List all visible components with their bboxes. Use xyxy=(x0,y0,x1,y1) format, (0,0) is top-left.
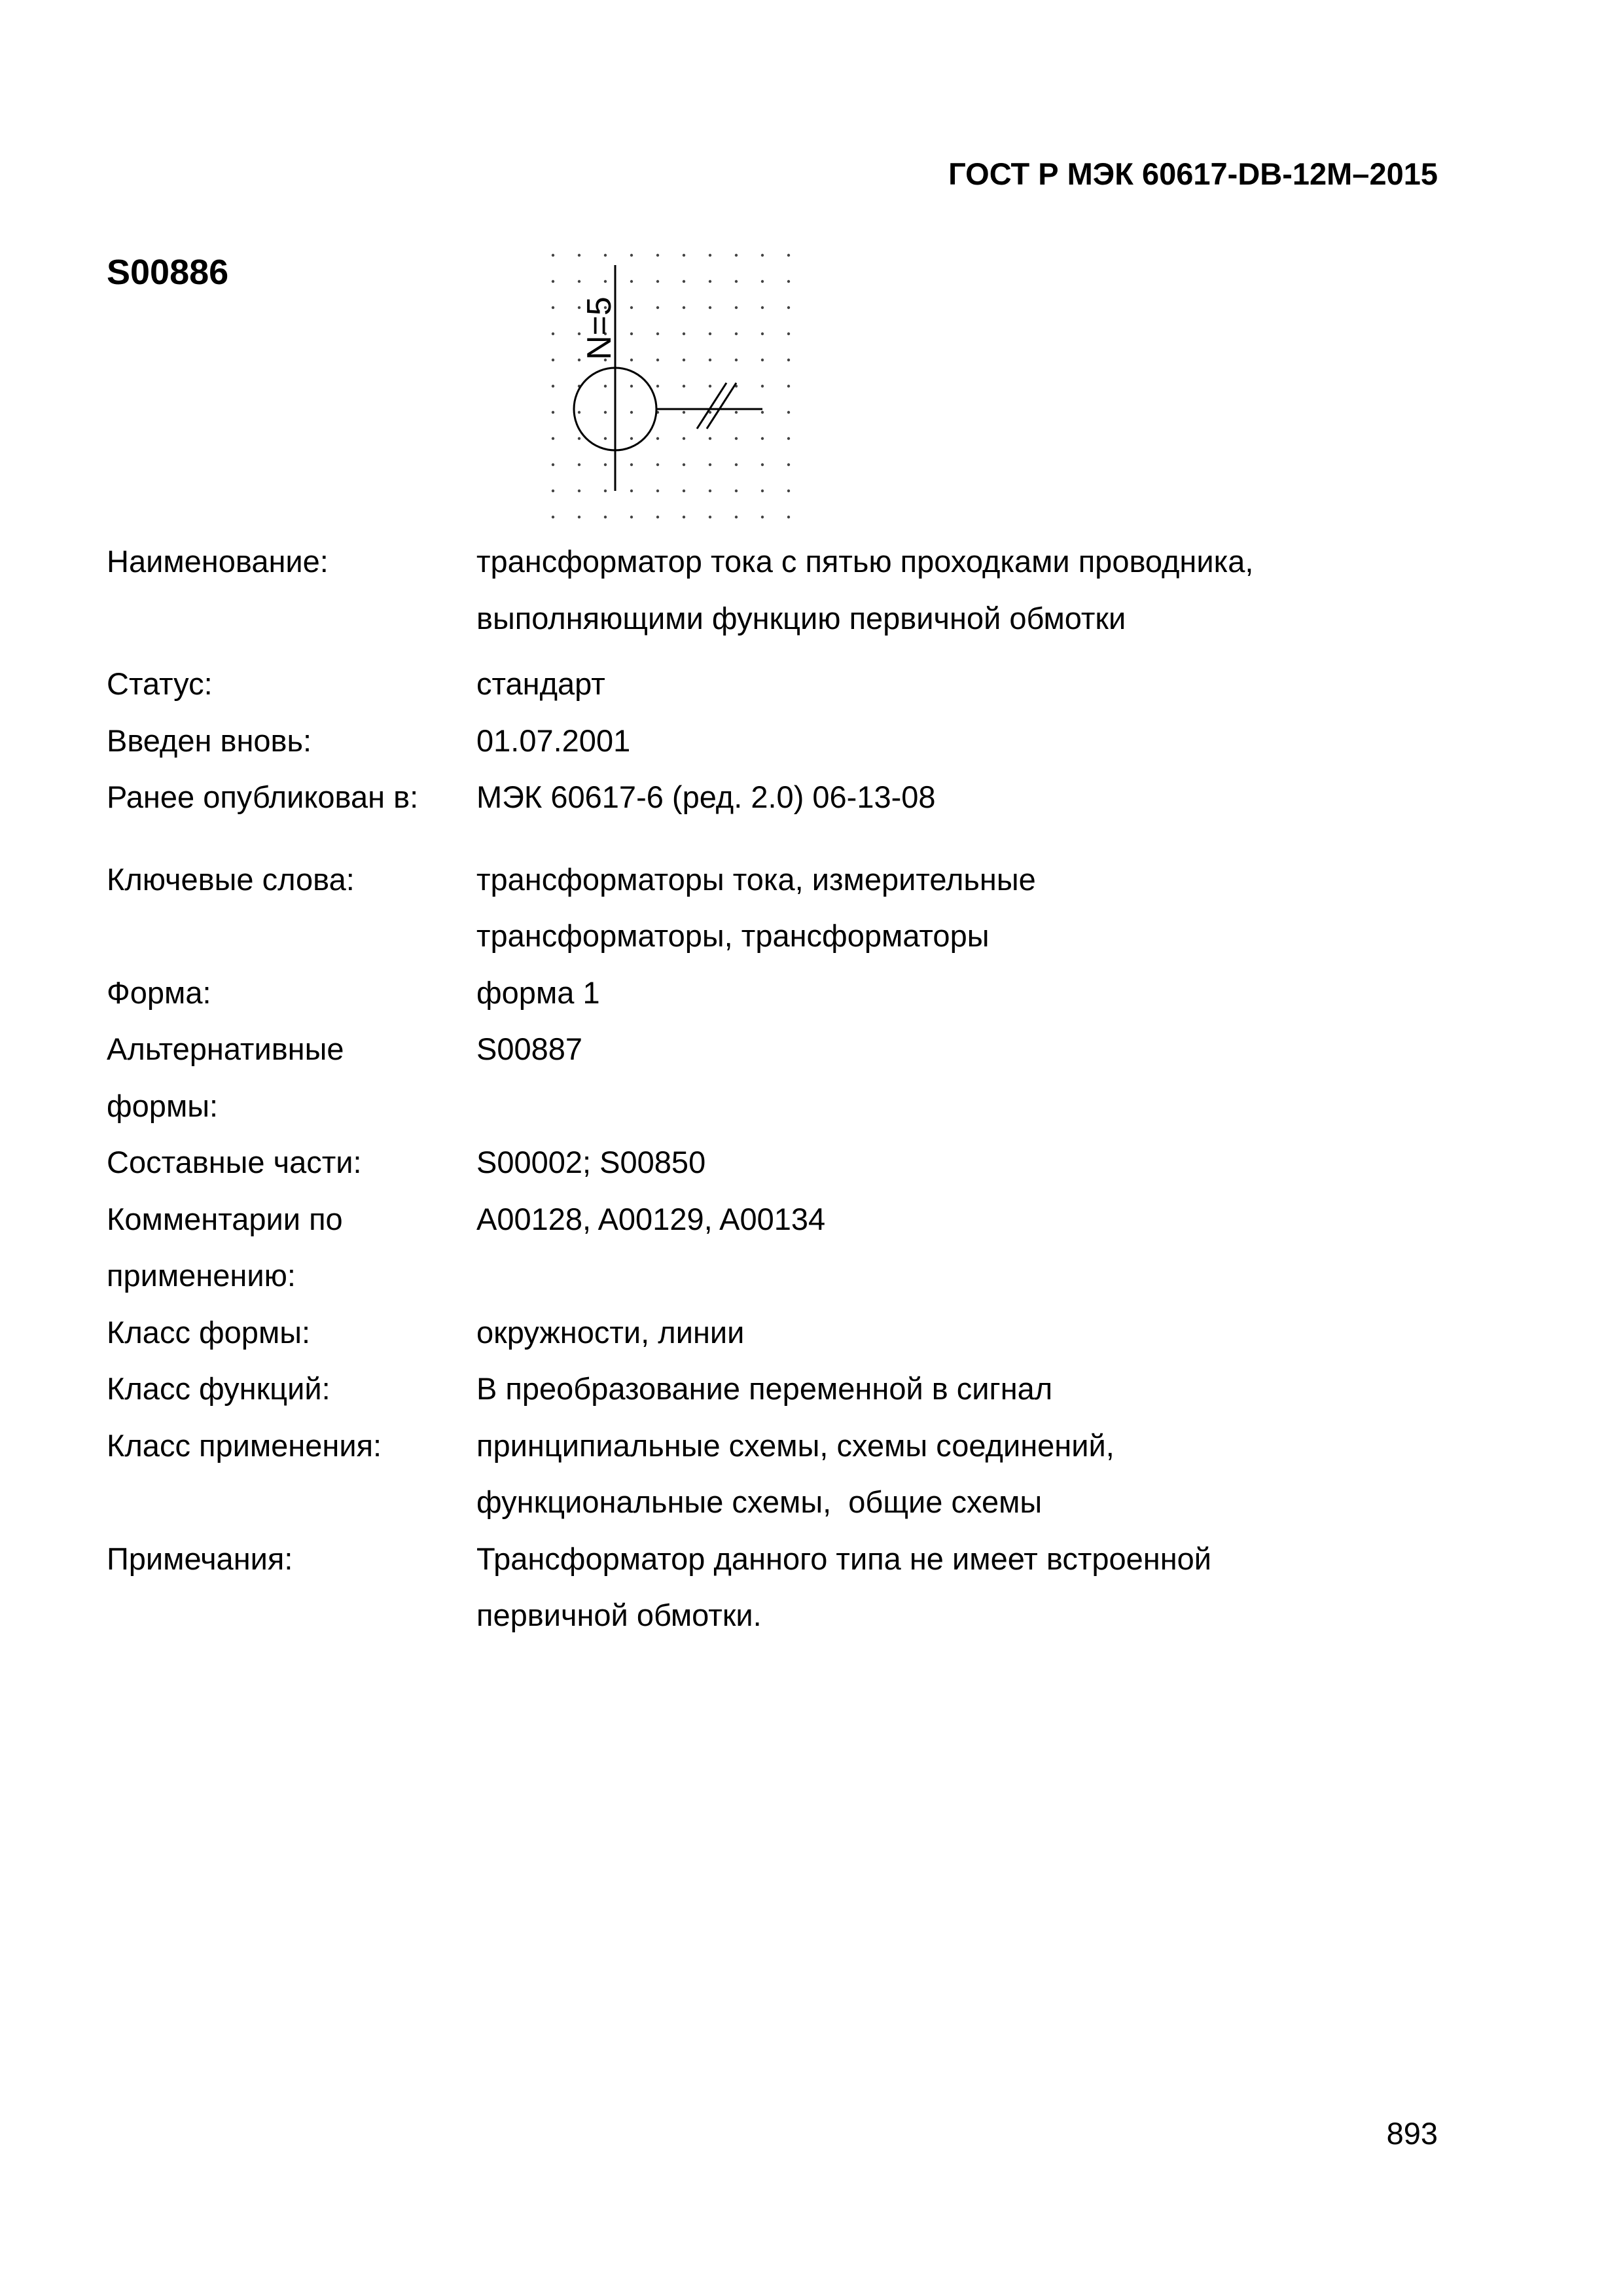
value-line: S00887 xyxy=(476,1031,583,1066)
value-line: трансформаторы, трансформаторы xyxy=(476,918,990,953)
grid-dot xyxy=(578,437,580,440)
label-line: Комментарии по xyxy=(107,1201,343,1236)
field-notes xyxy=(107,1531,1350,1644)
grid-dot xyxy=(735,516,738,518)
grid-dot xyxy=(761,516,764,518)
value-line: функциональные схемы, общие схемы xyxy=(476,1484,1043,1519)
grid-dot xyxy=(552,411,554,414)
grid-dot xyxy=(656,463,659,466)
grid-dot xyxy=(787,306,790,309)
value-line: форма 1 xyxy=(476,975,600,1010)
grid-dot xyxy=(630,359,633,361)
grid-dot xyxy=(709,490,711,492)
grid-dot xyxy=(761,411,764,414)
field-components xyxy=(107,1134,1350,1191)
grid-dot xyxy=(709,359,711,361)
grid-dot xyxy=(761,463,764,466)
grid-dot xyxy=(656,306,659,309)
grid-dot xyxy=(787,437,790,440)
grid-dot xyxy=(683,280,685,283)
field-value xyxy=(476,1304,1350,1361)
grid-dot xyxy=(683,359,685,361)
grid-dot xyxy=(656,332,659,335)
field-value xyxy=(476,965,1350,1022)
grid-dot xyxy=(630,490,633,492)
field-keywords xyxy=(107,852,1350,965)
value-line: окружности, линии xyxy=(476,1314,745,1350)
grid-dot xyxy=(552,463,554,466)
field-previously-published xyxy=(107,769,1350,826)
field-label xyxy=(107,1021,476,1134)
field-application-class xyxy=(107,1418,1350,1531)
grid-dot xyxy=(552,306,554,309)
value-line: B преобразование переменной в сигнал xyxy=(476,1371,1053,1406)
grid-dot xyxy=(735,359,738,361)
grid-dot xyxy=(656,254,659,257)
grid-dot xyxy=(735,332,738,335)
field-value xyxy=(476,769,1350,826)
grid-dot xyxy=(709,254,711,257)
grid-dot xyxy=(578,254,580,257)
value-line: принципиальные схемы, схемы соединений, xyxy=(476,1427,1115,1463)
grid-dot xyxy=(578,516,580,518)
value-line: выполняющими функцию первичной обмотки xyxy=(476,600,1126,636)
grid-dot xyxy=(761,254,764,257)
field-label: Форма: xyxy=(107,975,211,1010)
field-value xyxy=(476,656,1350,713)
grid-dot xyxy=(787,332,790,335)
field-value xyxy=(476,1531,1350,1644)
field-shape-class xyxy=(107,1304,1350,1361)
grid-dot xyxy=(578,490,580,492)
field-value xyxy=(476,852,1350,965)
grid-dot xyxy=(552,490,554,492)
field-value xyxy=(476,533,1350,647)
grid-dot xyxy=(552,359,554,361)
grid-dot xyxy=(683,437,685,440)
grid-dot xyxy=(761,359,764,361)
value-line: трансформаторы тока, измерительные xyxy=(476,861,1036,897)
grid-dot xyxy=(735,411,738,414)
field-label: Составные части: xyxy=(107,1145,362,1179)
grid-dot xyxy=(709,385,711,387)
grid-dot xyxy=(552,385,554,387)
grid-dot xyxy=(735,254,738,257)
grid-dot xyxy=(709,280,711,283)
grid-dot xyxy=(683,306,685,309)
field-alternative-forms xyxy=(107,1021,1350,1134)
grid-dot xyxy=(683,411,685,414)
field-value xyxy=(476,1134,1350,1191)
value-line: S00002; S00850 xyxy=(476,1145,706,1179)
value-line: первичной обмотки. xyxy=(476,1598,762,1632)
grid-dot xyxy=(552,516,554,518)
page-number: 893 xyxy=(1386,2116,1438,2151)
grid-dot xyxy=(787,411,790,414)
grid-dot xyxy=(630,254,633,257)
field-function-class xyxy=(107,1361,1350,1418)
grid-dot xyxy=(709,516,711,518)
field-value xyxy=(476,1191,1350,1304)
field-value xyxy=(476,1021,1350,1134)
document-header: ГОСТ Р МЭК 60617-DB-12M–2015 xyxy=(948,156,1438,191)
grid-dot xyxy=(552,332,554,335)
field-label xyxy=(107,1191,476,1304)
grid-dot xyxy=(578,411,580,414)
value-line: A00128, A00129, A00134 xyxy=(476,1201,826,1236)
grid-dot xyxy=(604,437,607,440)
grid-dot xyxy=(787,490,790,492)
grid-dot xyxy=(709,437,711,440)
grid-dot xyxy=(761,280,764,283)
field-label: Введен вновь: xyxy=(107,723,312,758)
current-transformer-symbol xyxy=(543,245,812,527)
label-line: формы: xyxy=(107,1088,219,1123)
field-application-notes xyxy=(107,1191,1350,1304)
value-line: 01.07.2001 xyxy=(476,723,631,758)
field-label: Класс применения: xyxy=(107,1427,382,1463)
grid-dot xyxy=(683,332,685,335)
field-label: Ранее опубликован в: xyxy=(107,780,419,814)
field-value xyxy=(476,1361,1350,1418)
grid-dot xyxy=(709,332,711,335)
value-line: МЭК 60617-6 (ред. 2.0) 06-13-08 xyxy=(476,780,936,814)
field-value xyxy=(476,713,1350,770)
grid-dot xyxy=(709,463,711,466)
grid-dot xyxy=(683,516,685,518)
grid-dot xyxy=(761,332,764,335)
grid-dot xyxy=(552,437,554,440)
field-label: Класс формы: xyxy=(107,1314,311,1350)
grid-dot xyxy=(656,516,659,518)
grid-dot xyxy=(656,280,659,283)
grid-dot xyxy=(630,463,633,466)
value-line: стандарт xyxy=(476,666,605,701)
turns-label: N=5 xyxy=(580,296,618,360)
field-label: Статус: xyxy=(107,666,213,701)
grid-dot xyxy=(656,359,659,361)
grid-dot xyxy=(578,280,580,283)
field-label: Класс функций: xyxy=(107,1371,330,1406)
grid-dot xyxy=(604,385,607,387)
grid-dot xyxy=(735,306,738,309)
grid-dot xyxy=(604,411,607,414)
grid-dot xyxy=(787,385,790,387)
grid-dot xyxy=(787,516,790,518)
grid-dot xyxy=(787,254,790,257)
grid-dot xyxy=(683,463,685,466)
field-label: Наименование: xyxy=(107,544,329,579)
field-form xyxy=(107,965,1350,1022)
grid-dot xyxy=(787,280,790,283)
field-list xyxy=(107,533,1350,1644)
grid-dot xyxy=(630,516,633,518)
grid-dot xyxy=(787,359,790,361)
field-name xyxy=(107,533,1350,647)
field-label: Ключевые слова: xyxy=(107,861,355,897)
grid-dot xyxy=(735,280,738,283)
field-introduced xyxy=(107,713,1350,770)
grid-dot xyxy=(761,385,764,387)
grid-dot xyxy=(656,490,659,492)
field-label: Примечания: xyxy=(107,1541,293,1576)
grid-dot xyxy=(761,306,764,309)
grid-dots xyxy=(552,254,790,518)
grid-dot xyxy=(552,254,554,257)
field-value xyxy=(476,1418,1350,1531)
grid-dot xyxy=(630,280,633,283)
grid-dot xyxy=(578,463,580,466)
grid-dot xyxy=(683,254,685,257)
label-line: применению: xyxy=(107,1258,296,1293)
grid-dot xyxy=(630,437,633,440)
grid-dot xyxy=(656,385,659,387)
field-status xyxy=(107,656,1350,713)
grid-dot xyxy=(630,306,633,309)
grid-dot xyxy=(630,332,633,335)
grid-dot xyxy=(761,490,764,492)
grid-dot xyxy=(735,490,738,492)
value-line: трансформатор тока с пятью проходками проводника, xyxy=(476,544,1254,579)
grid-dot xyxy=(604,254,607,257)
grid-dot xyxy=(761,437,764,440)
grid-dot xyxy=(604,463,607,466)
grid-dot xyxy=(683,385,685,387)
grid-dot xyxy=(552,280,554,283)
value-line: Трансформатор данного типа не имеет встроенной xyxy=(476,1541,1212,1576)
grid-dot xyxy=(787,463,790,466)
grid-dot xyxy=(735,437,738,440)
grid-dot xyxy=(735,463,738,466)
grid-dot xyxy=(630,411,633,414)
grid-dot xyxy=(604,280,607,283)
grid-dot xyxy=(604,490,607,492)
grid-dot xyxy=(709,306,711,309)
grid-dot xyxy=(630,385,633,387)
symbol-code: S00886 xyxy=(107,253,229,292)
label-line: Альтернативные xyxy=(107,1031,344,1066)
grid-dot xyxy=(656,437,659,440)
grid-dot xyxy=(683,490,685,492)
grid-dot xyxy=(604,516,607,518)
